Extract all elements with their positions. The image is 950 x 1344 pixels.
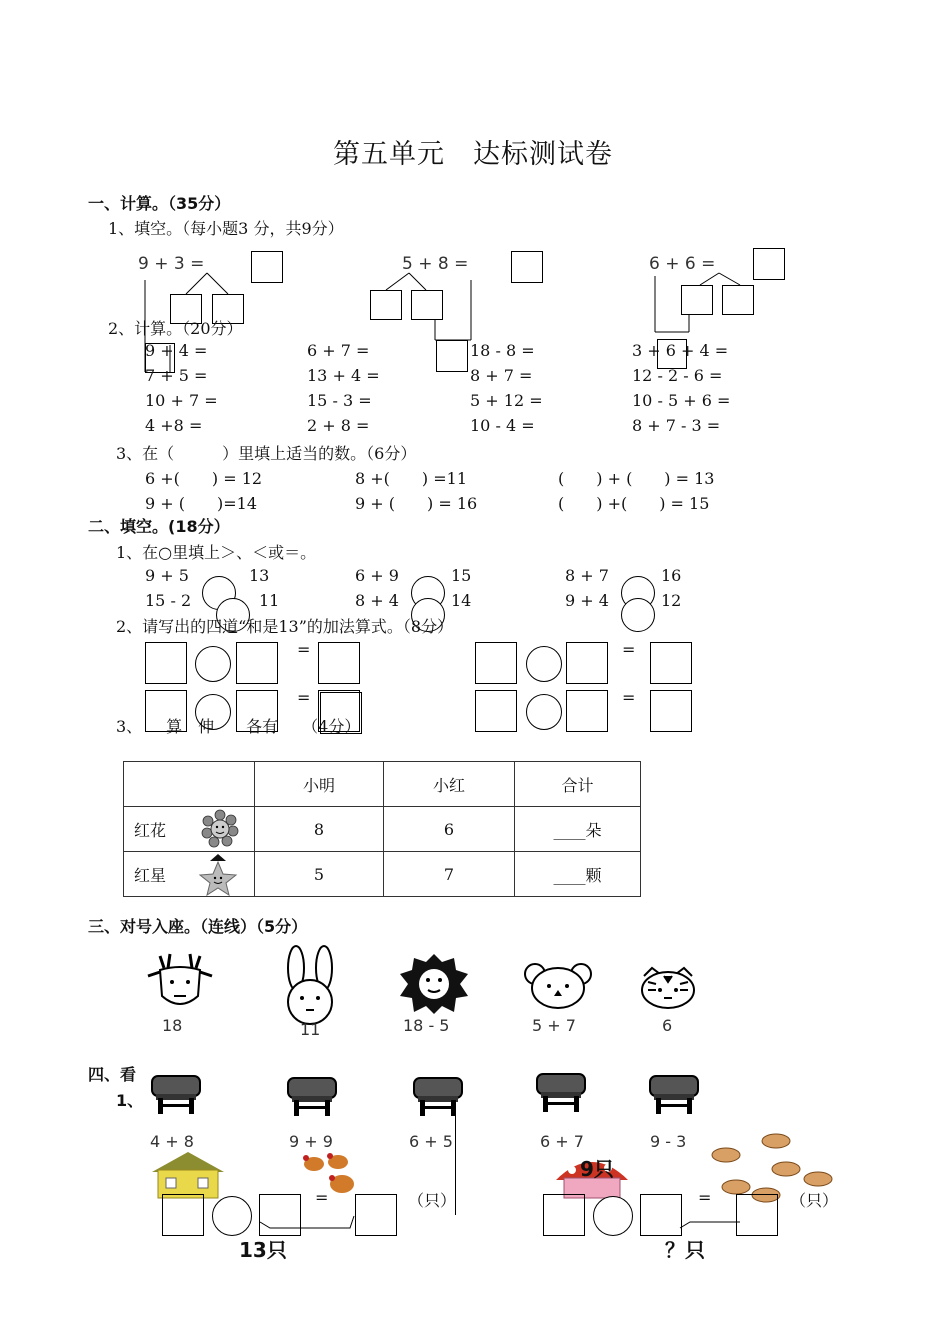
house-icon [148, 1150, 228, 1200]
stool-expr: 9 - 3 [650, 1132, 687, 1151]
stool-icon [286, 1076, 338, 1118]
split-box[interactable] [436, 340, 468, 372]
answer-box[interactable] [753, 248, 785, 280]
addend-box[interactable] [566, 642, 608, 684]
s1-q1-label: 1、填空。（每小题3 分，共9分） [108, 219, 344, 238]
stool-icon [535, 1072, 587, 1114]
compare-right: 14 [451, 591, 472, 610]
table-cell: 6 [384, 807, 515, 852]
table-header-cell [124, 762, 255, 807]
animal-label: 11 [300, 1020, 321, 1039]
calc-item: 3 + 6 + 4 = [632, 341, 729, 360]
equals-sign: = [622, 688, 636, 707]
fill-item: ( ) + ( ) = 13 [558, 469, 715, 488]
calc-item: 7 + 5 = [145, 366, 208, 385]
fill-item: 6 +( ) = 12 [145, 469, 263, 488]
calc-item: 6 + 7 = [307, 341, 370, 360]
stool-expr: 6 + 7 [540, 1132, 584, 1151]
split-box[interactable] [722, 285, 754, 315]
s1-q1-expr-1: 9 + 3 = [138, 254, 205, 274]
compare-left: 9 + 4 [565, 591, 609, 610]
section-3-heading: 三、对号入座。（连线）（5分） [88, 917, 308, 936]
stats-table [123, 761, 641, 897]
compare-circle[interactable] [621, 598, 655, 632]
compare-right: 16 [661, 566, 682, 585]
split-lines-1 [0, 0, 950, 400]
addend-box[interactable] [236, 642, 278, 684]
animal-label: 18 - 5 [403, 1016, 450, 1035]
s2-q3-label: 3、 算 伸 各有 （4分） [116, 717, 361, 736]
calc-item: 10 - 4 = [470, 416, 535, 435]
calc-item: 4 +8 = [145, 416, 203, 435]
equals-sign: = [297, 640, 311, 659]
lion-icon [398, 952, 470, 1016]
row-label: 红星 [134, 865, 167, 885]
table-row [124, 807, 641, 852]
split-box[interactable] [411, 290, 443, 320]
sum-box[interactable] [650, 642, 692, 684]
table-header-cell: 小明 [255, 762, 384, 807]
unit-label: （只） [408, 1191, 457, 1210]
equals-sign: = [315, 1188, 329, 1207]
table-total-cell[interactable]: ____朵 [515, 807, 641, 852]
table-total-cell[interactable]: ____颗 [515, 852, 641, 897]
compare-left: 9 + 5 [145, 566, 189, 585]
sum-box[interactable] [650, 690, 692, 732]
stool-icon [150, 1074, 202, 1116]
operator-circle[interactable] [593, 1196, 633, 1236]
split-box[interactable] [370, 290, 402, 320]
unit-label: （只） [790, 1191, 839, 1210]
s2-q2-label: 2、请写出的四道“和是13”的加法算式。（8分） [116, 617, 454, 636]
fill-item: 9 + ( ) = 16 [355, 494, 478, 513]
addend-box[interactable] [566, 690, 608, 732]
stool-expr: 6 + 5 [409, 1132, 453, 1151]
compare-left: 8 + 4 [355, 591, 399, 610]
calc-item: 8 + 7 - 3 = [632, 416, 721, 435]
compare-left: 6 + 9 [355, 566, 399, 585]
calc-item: 15 - 3 = [307, 391, 372, 410]
overlay-box[interactable] [320, 692, 362, 734]
fill-item: ( ) +( ) = 15 [558, 494, 710, 513]
equals-sign: = [622, 640, 636, 659]
calc-item: 18 - 8 = [470, 341, 535, 360]
table-header-row [124, 762, 641, 807]
addend-box[interactable] [475, 690, 517, 732]
calc-item: 9 + 4 = [145, 341, 208, 360]
animal-label: 6 [662, 1016, 673, 1035]
operator-circle[interactable] [526, 646, 562, 682]
compare-right: 11 [259, 591, 280, 610]
animal-label: 18 [162, 1016, 183, 1035]
section-1-heading: 一、计算。（35分） [88, 194, 231, 213]
stool-expr: 4 + 8 [150, 1132, 194, 1151]
compare-right: 13 [249, 566, 270, 585]
operator-circle[interactable] [526, 694, 562, 730]
row-label-cell [124, 852, 255, 897]
addend-box[interactable] [145, 642, 187, 684]
animal-label: 5 + 7 [532, 1016, 576, 1035]
tiger-icon [638, 966, 698, 1012]
table-cell: 7 [384, 852, 515, 897]
equals-sign: = [297, 688, 311, 707]
calc-item: 12 - 2 - 6 = [632, 366, 723, 385]
count-label: ？只 [665, 1238, 705, 1262]
calc-item: 8 + 7 = [470, 366, 533, 385]
count-label: 13只 [239, 1238, 287, 1262]
table-cell: 5 [255, 852, 384, 897]
flower-icon [200, 809, 240, 849]
row-label: 红花 [134, 820, 167, 840]
rabbit-icon [270, 946, 350, 1026]
equals-sign: = [698, 1188, 712, 1207]
count-label: 9只 [580, 1157, 614, 1181]
brace-lines [150, 1210, 550, 1250]
answer-box[interactable] [511, 251, 543, 283]
s1-q2-label: 2、计算。（20分） [108, 319, 243, 338]
s1-q1-expr-3: 6 + 6 = [649, 254, 716, 274]
s1-q3-label: 3、在（ ）里填上适当的数。（6分） [116, 444, 417, 463]
s1-q1-expr-2: 5 + 8 = [402, 254, 469, 274]
s2-q1-label: 1、在○里填上＞、＜或＝。 [116, 543, 317, 562]
row-label-cell [124, 807, 255, 852]
deer-icon [140, 950, 220, 1014]
s4-q1-label: 1、 [116, 1091, 144, 1110]
calc-item: 13 + 4 = [307, 366, 380, 385]
addend-box[interactable] [475, 642, 517, 684]
operator-circle[interactable] [195, 646, 231, 682]
fill-item: 9 + ( )=14 [145, 494, 258, 513]
compare-left: 8 + 7 [565, 566, 609, 585]
stool-icon [412, 1076, 464, 1118]
split-box[interactable] [681, 285, 713, 315]
sum-box[interactable] [318, 642, 360, 684]
compare-right: 12 [661, 591, 682, 610]
calc-item: 2 + 8 = [307, 416, 370, 435]
table-row [124, 852, 641, 897]
page-title: 第五单元 达标测试卷 [333, 139, 613, 170]
section-2-heading: 二、填空。(18分） [88, 517, 230, 536]
section-4-heading: 四、看 [88, 1065, 137, 1084]
compare-left: 15 - 2 [145, 591, 192, 610]
story-box[interactable] [543, 1194, 585, 1236]
calc-item: 10 - 5 + 6 = [632, 391, 731, 410]
fill-item: 8 +( ) =11 [355, 469, 468, 488]
table-header-cell: 小红 [384, 762, 515, 807]
stool-expr: 9 + 9 [289, 1132, 333, 1151]
calc-item: 5 + 12 = [470, 391, 543, 410]
compare-right: 15 [451, 566, 472, 585]
table-cell: 8 [255, 807, 384, 852]
koala-icon [523, 962, 593, 1012]
table-header-cell: 合计 [515, 762, 641, 807]
star-icon [196, 852, 240, 896]
calc-item: 10 + 7 = [145, 391, 218, 410]
stool-icon [648, 1074, 700, 1116]
